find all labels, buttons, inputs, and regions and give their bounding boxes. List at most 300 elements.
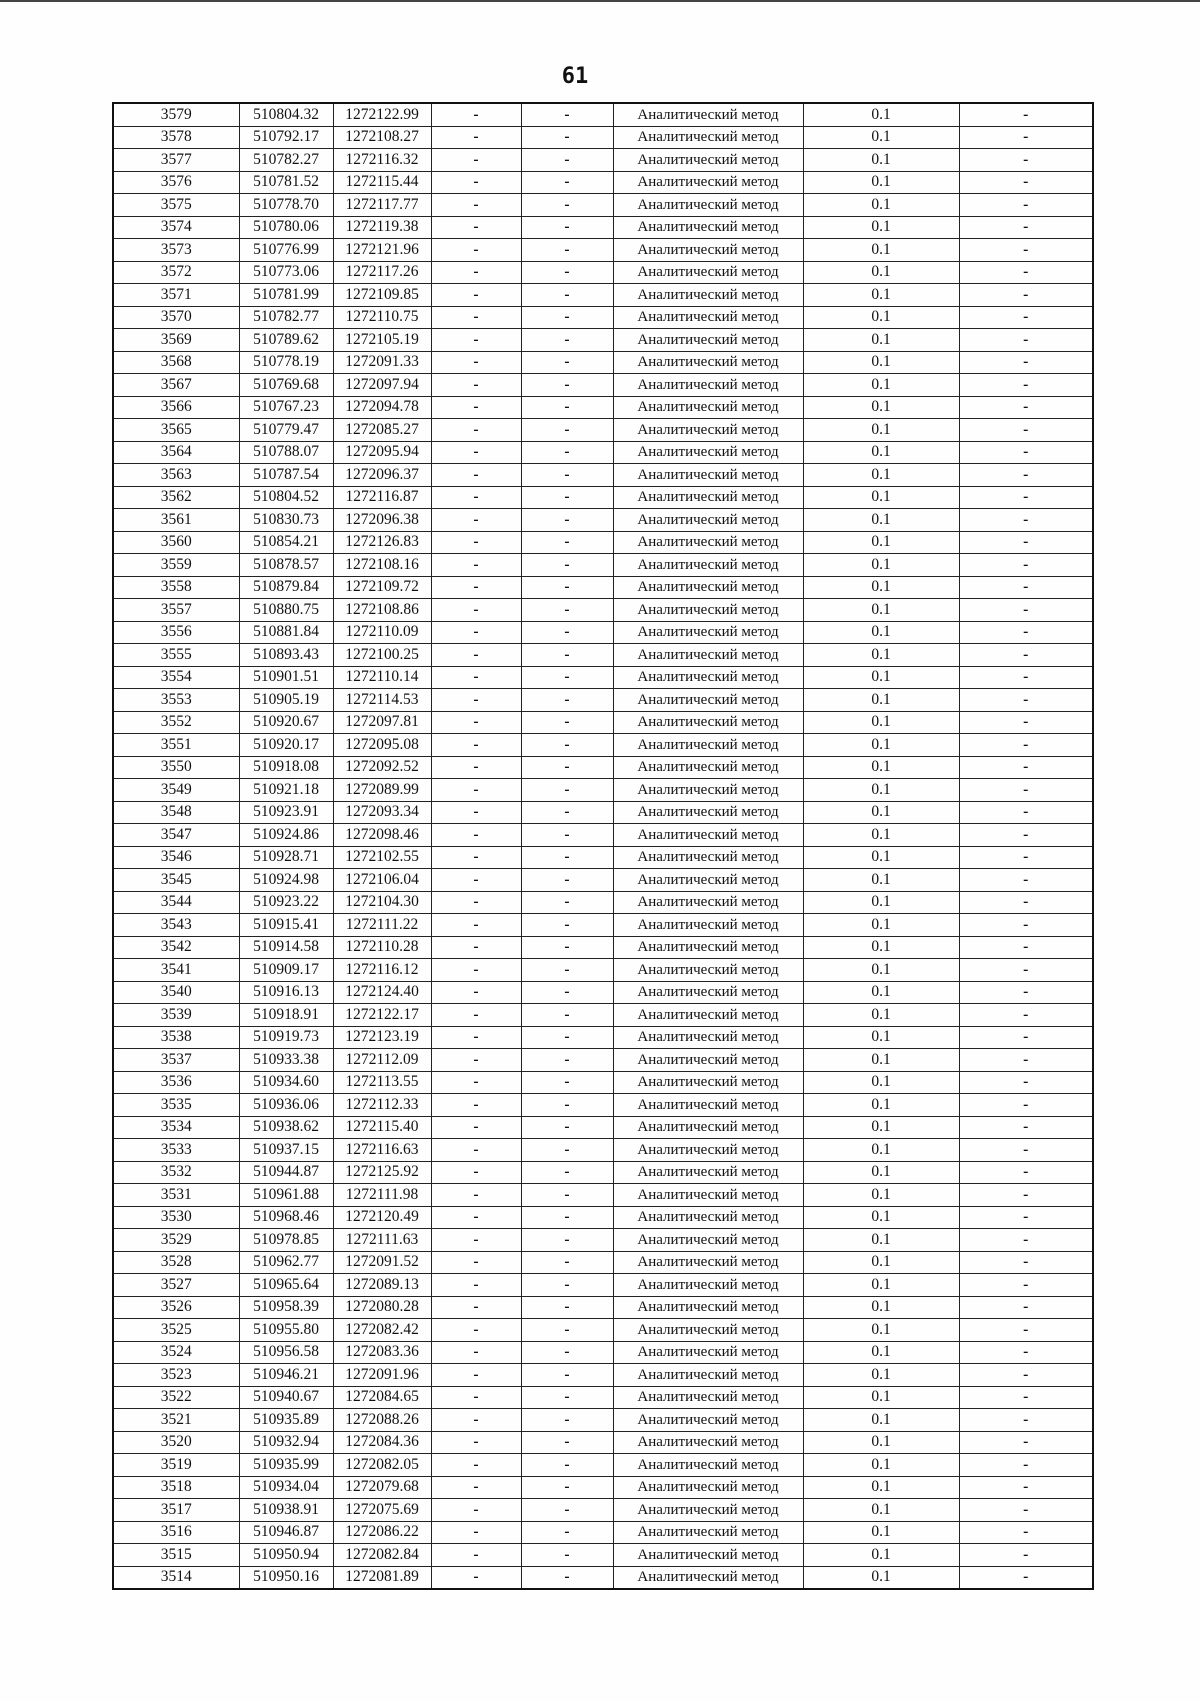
dash-cell: - — [521, 1139, 613, 1162]
dash-cell: - — [431, 306, 521, 329]
dash-cell: - — [431, 261, 521, 284]
y-coordinate-cell: 1272082.42 — [333, 1319, 431, 1342]
accuracy-cell: 0.1 — [803, 329, 959, 352]
table-row — [113, 1139, 1093, 1162]
dash-cell: - — [431, 779, 521, 802]
dash-cell: - — [959, 869, 1093, 892]
x-coordinate-cell: 510946.87 — [239, 1521, 333, 1544]
table-row — [113, 1229, 1093, 1252]
point-id-cell: 3524 — [113, 1341, 239, 1364]
table-row — [113, 734, 1093, 757]
dash-cell: - — [431, 374, 521, 397]
method-cell: Аналитический метод — [613, 824, 803, 847]
dash-cell: - — [959, 396, 1093, 419]
point-id-cell: 3578 — [113, 126, 239, 149]
x-coordinate-cell: 510778.19 — [239, 351, 333, 374]
dash-cell: - — [959, 1341, 1093, 1364]
table-body — [113, 103, 1093, 1589]
dash-cell: - — [431, 1251, 521, 1274]
point-id-cell: 3523 — [113, 1364, 239, 1387]
dash-cell: - — [521, 666, 613, 689]
table-row — [113, 554, 1093, 577]
dash-cell: - — [521, 1499, 613, 1522]
dash-cell: - — [959, 1499, 1093, 1522]
accuracy-cell: 0.1 — [803, 1161, 959, 1184]
dash-cell: - — [521, 1094, 613, 1117]
dash-cell: - — [521, 1184, 613, 1207]
dash-cell: - — [959, 351, 1093, 374]
point-id-cell: 3567 — [113, 374, 239, 397]
method-cell: Аналитический метод — [613, 666, 803, 689]
y-coordinate-cell: 1272119.38 — [333, 216, 431, 239]
method-cell: Аналитический метод — [613, 103, 803, 126]
dash-cell: - — [431, 531, 521, 554]
x-coordinate-cell: 510958.39 — [239, 1296, 333, 1319]
point-id-cell: 3573 — [113, 239, 239, 262]
dash-cell: - — [431, 216, 521, 239]
accuracy-cell: 0.1 — [803, 486, 959, 509]
x-coordinate-cell: 510950.94 — [239, 1544, 333, 1567]
point-id-cell: 3525 — [113, 1319, 239, 1342]
scan-edge-line — [0, 0, 1200, 2]
dash-cell: - — [959, 216, 1093, 239]
point-id-cell: 3577 — [113, 149, 239, 172]
x-coordinate-cell: 510905.19 — [239, 689, 333, 712]
y-coordinate-cell: 1272109.72 — [333, 576, 431, 599]
point-id-cell: 3576 — [113, 171, 239, 194]
dash-cell: - — [431, 734, 521, 757]
y-coordinate-cell: 1272091.33 — [333, 351, 431, 374]
accuracy-cell: 0.1 — [803, 441, 959, 464]
table-row — [113, 1454, 1093, 1477]
table-row — [113, 1116, 1093, 1139]
table-row — [113, 1386, 1093, 1409]
dash-cell: - — [431, 1476, 521, 1499]
y-coordinate-cell: 1272097.81 — [333, 711, 431, 734]
dash-cell: - — [521, 396, 613, 419]
method-cell: Аналитический метод — [613, 531, 803, 554]
dash-cell: - — [431, 1116, 521, 1139]
dash-cell: - — [431, 599, 521, 622]
y-coordinate-cell: 1272122.17 — [333, 1004, 431, 1027]
table-row — [113, 959, 1093, 982]
method-cell: Аналитический метод — [613, 149, 803, 172]
y-coordinate-cell: 1272111.98 — [333, 1184, 431, 1207]
method-cell: Аналитический метод — [613, 1454, 803, 1477]
y-coordinate-cell: 1272117.26 — [333, 261, 431, 284]
dash-cell: - — [521, 1116, 613, 1139]
accuracy-cell: 0.1 — [803, 1251, 959, 1274]
method-cell: Аналитический метод — [613, 441, 803, 464]
y-coordinate-cell: 1272080.28 — [333, 1296, 431, 1319]
x-coordinate-cell: 510881.84 — [239, 621, 333, 644]
x-coordinate-cell: 510919.73 — [239, 1026, 333, 1049]
table-row — [113, 126, 1093, 149]
y-coordinate-cell: 1272102.55 — [333, 846, 431, 869]
accuracy-cell: 0.1 — [803, 914, 959, 937]
method-cell: Аналитический метод — [613, 1544, 803, 1567]
accuracy-cell: 0.1 — [803, 171, 959, 194]
accuracy-cell: 0.1 — [803, 1116, 959, 1139]
method-cell: Аналитический метод — [613, 1004, 803, 1027]
dash-cell: - — [959, 779, 1093, 802]
method-cell: Аналитический метод — [613, 1251, 803, 1274]
method-cell: Аналитический метод — [613, 576, 803, 599]
table-row — [113, 1499, 1093, 1522]
point-id-cell: 3533 — [113, 1139, 239, 1162]
point-id-cell: 3547 — [113, 824, 239, 847]
accuracy-cell: 0.1 — [803, 936, 959, 959]
accuracy-cell: 0.1 — [803, 621, 959, 644]
dash-cell: - — [431, 351, 521, 374]
accuracy-cell: 0.1 — [803, 149, 959, 172]
table-row — [113, 261, 1093, 284]
dash-cell: - — [521, 869, 613, 892]
dash-cell: - — [959, 261, 1093, 284]
x-coordinate-cell: 510923.22 — [239, 891, 333, 914]
method-cell: Аналитический метод — [613, 936, 803, 959]
y-coordinate-cell: 1272123.19 — [333, 1026, 431, 1049]
dash-cell: - — [431, 441, 521, 464]
method-cell: Аналитический метод — [613, 1386, 803, 1409]
dash-cell: - — [521, 1296, 613, 1319]
dash-cell: - — [431, 824, 521, 847]
method-cell: Аналитический метод — [613, 1431, 803, 1454]
x-coordinate-cell: 510830.73 — [239, 509, 333, 532]
table-row — [113, 846, 1093, 869]
accuracy-cell: 0.1 — [803, 734, 959, 757]
dash-cell: - — [431, 576, 521, 599]
method-cell: Аналитический метод — [613, 599, 803, 622]
dash-cell: - — [521, 1229, 613, 1252]
dash-cell: - — [521, 284, 613, 307]
point-id-cell: 3541 — [113, 959, 239, 982]
table-row — [113, 1431, 1093, 1454]
y-coordinate-cell: 1272126.83 — [333, 531, 431, 554]
dash-cell: - — [521, 419, 613, 442]
y-coordinate-cell: 1272120.49 — [333, 1206, 431, 1229]
point-id-cell: 3548 — [113, 801, 239, 824]
y-coordinate-cell: 1272117.77 — [333, 194, 431, 217]
dash-cell: - — [959, 1274, 1093, 1297]
dash-cell: - — [959, 1071, 1093, 1094]
y-coordinate-cell: 1272122.99 — [333, 103, 431, 126]
dash-cell: - — [959, 734, 1093, 757]
dash-cell: - — [521, 103, 613, 126]
dash-cell: - — [521, 441, 613, 464]
dash-cell: - — [959, 666, 1093, 689]
method-cell: Аналитический метод — [613, 1521, 803, 1544]
dash-cell: - — [431, 666, 521, 689]
dash-cell: - — [431, 891, 521, 914]
y-coordinate-cell: 1272113.55 — [333, 1071, 431, 1094]
dash-cell: - — [959, 1251, 1093, 1274]
table-row — [113, 599, 1093, 622]
point-id-cell: 3534 — [113, 1116, 239, 1139]
table-row — [113, 1094, 1093, 1117]
x-coordinate-cell: 510934.60 — [239, 1071, 333, 1094]
accuracy-cell: 0.1 — [803, 396, 959, 419]
table-row — [113, 239, 1093, 262]
dash-cell: - — [959, 599, 1093, 622]
dash-cell: - — [521, 1544, 613, 1567]
dash-cell: - — [521, 374, 613, 397]
page-number: 61 — [561, 64, 589, 89]
accuracy-cell: 0.1 — [803, 1544, 959, 1567]
x-coordinate-cell: 510769.68 — [239, 374, 333, 397]
y-coordinate-cell: 1272096.38 — [333, 509, 431, 532]
table-row — [113, 869, 1093, 892]
dash-cell: - — [521, 599, 613, 622]
x-coordinate-cell: 510924.86 — [239, 824, 333, 847]
x-coordinate-cell: 510779.47 — [239, 419, 333, 442]
dash-cell: - — [959, 284, 1093, 307]
x-coordinate-cell: 510946.21 — [239, 1364, 333, 1387]
point-id-cell: 3560 — [113, 531, 239, 554]
accuracy-cell: 0.1 — [803, 1521, 959, 1544]
x-coordinate-cell: 510767.23 — [239, 396, 333, 419]
y-coordinate-cell: 1272105.19 — [333, 329, 431, 352]
x-coordinate-cell: 510782.27 — [239, 149, 333, 172]
dash-cell: - — [959, 1184, 1093, 1207]
dash-cell: - — [521, 464, 613, 487]
dash-cell: - — [959, 306, 1093, 329]
point-id-cell: 3571 — [113, 284, 239, 307]
table-row — [113, 284, 1093, 307]
dash-cell: - — [431, 194, 521, 217]
point-id-cell: 3562 — [113, 486, 239, 509]
x-coordinate-cell: 510854.21 — [239, 531, 333, 554]
dash-cell: - — [959, 1454, 1093, 1477]
dash-cell: - — [431, 1296, 521, 1319]
dash-cell: - — [431, 1229, 521, 1252]
dash-cell: - — [521, 329, 613, 352]
x-coordinate-cell: 510782.77 — [239, 306, 333, 329]
x-coordinate-cell: 510937.15 — [239, 1139, 333, 1162]
x-coordinate-cell: 510914.58 — [239, 936, 333, 959]
dash-cell: - — [959, 981, 1093, 1004]
method-cell: Аналитический метод — [613, 981, 803, 1004]
dash-cell: - — [521, 1274, 613, 1297]
point-id-cell: 3552 — [113, 711, 239, 734]
point-id-cell: 3518 — [113, 1476, 239, 1499]
x-coordinate-cell: 510804.32 — [239, 103, 333, 126]
accuracy-cell: 0.1 — [803, 1071, 959, 1094]
table-row — [113, 1544, 1093, 1567]
dash-cell: - — [521, 509, 613, 532]
table-row — [113, 1476, 1093, 1499]
table-row — [113, 103, 1093, 126]
accuracy-cell: 0.1 — [803, 576, 959, 599]
point-id-cell: 3574 — [113, 216, 239, 239]
x-coordinate-cell: 510968.46 — [239, 1206, 333, 1229]
dash-cell: - — [431, 1049, 521, 1072]
dash-cell: - — [431, 419, 521, 442]
dash-cell: - — [431, 869, 521, 892]
point-id-cell: 3538 — [113, 1026, 239, 1049]
point-id-cell: 3546 — [113, 846, 239, 869]
point-id-cell: 3537 — [113, 1049, 239, 1072]
point-id-cell: 3527 — [113, 1274, 239, 1297]
y-coordinate-cell: 1272084.36 — [333, 1431, 431, 1454]
point-id-cell: 3558 — [113, 576, 239, 599]
x-coordinate-cell: 510878.57 — [239, 554, 333, 577]
dash-cell: - — [431, 509, 521, 532]
accuracy-cell: 0.1 — [803, 284, 959, 307]
dash-cell: - — [431, 554, 521, 577]
dash-cell: - — [431, 1139, 521, 1162]
y-coordinate-cell: 1272114.53 — [333, 689, 431, 712]
accuracy-cell: 0.1 — [803, 419, 959, 442]
accuracy-cell: 0.1 — [803, 891, 959, 914]
x-coordinate-cell: 510781.99 — [239, 284, 333, 307]
dash-cell: - — [959, 1206, 1093, 1229]
y-coordinate-cell: 1272111.22 — [333, 914, 431, 937]
dash-cell: - — [431, 464, 521, 487]
y-coordinate-cell: 1272116.12 — [333, 959, 431, 982]
dash-cell: - — [431, 801, 521, 824]
point-id-cell: 3572 — [113, 261, 239, 284]
x-coordinate-cell: 510936.06 — [239, 1094, 333, 1117]
dash-cell: - — [521, 1071, 613, 1094]
accuracy-cell: 0.1 — [803, 306, 959, 329]
y-coordinate-cell: 1272108.86 — [333, 599, 431, 622]
y-coordinate-cell: 1272116.87 — [333, 486, 431, 509]
x-coordinate-cell: 510961.88 — [239, 1184, 333, 1207]
x-coordinate-cell: 510924.98 — [239, 869, 333, 892]
dash-cell: - — [959, 464, 1093, 487]
dash-cell: - — [431, 126, 521, 149]
x-coordinate-cell: 510781.52 — [239, 171, 333, 194]
table-row — [113, 171, 1093, 194]
dash-cell: - — [959, 419, 1093, 442]
x-coordinate-cell: 510932.94 — [239, 1431, 333, 1454]
point-id-cell: 3517 — [113, 1499, 239, 1522]
dash-cell: - — [431, 171, 521, 194]
table-row — [113, 576, 1093, 599]
dash-cell: - — [959, 1026, 1093, 1049]
dash-cell: - — [521, 1386, 613, 1409]
dash-cell: - — [521, 711, 613, 734]
dash-cell: - — [521, 1566, 613, 1589]
dash-cell: - — [959, 1319, 1093, 1342]
table-row — [113, 936, 1093, 959]
dash-cell: - — [959, 1364, 1093, 1387]
accuracy-cell: 0.1 — [803, 1296, 959, 1319]
dash-cell: - — [959, 801, 1093, 824]
method-cell: Аналитический метод — [613, 1026, 803, 1049]
dash-cell: - — [431, 621, 521, 644]
point-id-cell: 3556 — [113, 621, 239, 644]
dash-cell: - — [521, 126, 613, 149]
dash-cell: - — [959, 531, 1093, 554]
dash-cell: - — [431, 1566, 521, 1589]
point-id-cell: 3540 — [113, 981, 239, 1004]
dash-cell: - — [959, 194, 1093, 217]
method-cell: Аналитический метод — [613, 1094, 803, 1117]
dash-cell: - — [521, 801, 613, 824]
method-cell: Аналитический метод — [613, 621, 803, 644]
dash-cell: - — [521, 1476, 613, 1499]
table-row — [113, 194, 1093, 217]
table-row — [113, 891, 1093, 914]
accuracy-cell: 0.1 — [803, 1409, 959, 1432]
y-coordinate-cell: 1272092.52 — [333, 756, 431, 779]
method-cell: Аналитический метод — [613, 1206, 803, 1229]
dash-cell: - — [959, 239, 1093, 262]
method-cell: Аналитический метод — [613, 801, 803, 824]
dash-cell: - — [431, 1094, 521, 1117]
x-coordinate-cell: 510788.07 — [239, 441, 333, 464]
x-coordinate-cell: 510880.75 — [239, 599, 333, 622]
accuracy-cell: 0.1 — [803, 194, 959, 217]
dash-cell: - — [431, 1499, 521, 1522]
dash-cell: - — [959, 1386, 1093, 1409]
dash-cell: - — [521, 261, 613, 284]
x-coordinate-cell: 510778.70 — [239, 194, 333, 217]
dash-cell: - — [521, 1521, 613, 1544]
point-id-cell: 3554 — [113, 666, 239, 689]
table-row — [113, 509, 1093, 532]
y-coordinate-cell: 1272112.33 — [333, 1094, 431, 1117]
dash-cell: - — [959, 891, 1093, 914]
table-row — [113, 801, 1093, 824]
accuracy-cell: 0.1 — [803, 1364, 959, 1387]
x-coordinate-cell: 510920.67 — [239, 711, 333, 734]
method-cell: Аналитический метод — [613, 1161, 803, 1184]
table-row — [113, 1409, 1093, 1432]
dash-cell: - — [521, 779, 613, 802]
dash-cell: - — [521, 689, 613, 712]
accuracy-cell: 0.1 — [803, 464, 959, 487]
table-row — [113, 1184, 1093, 1207]
method-cell: Аналитический метод — [613, 1296, 803, 1319]
dash-cell: - — [521, 846, 613, 869]
dash-cell: - — [959, 374, 1093, 397]
accuracy-cell: 0.1 — [803, 824, 959, 847]
method-cell: Аналитический метод — [613, 914, 803, 937]
method-cell: Аналитический метод — [613, 1476, 803, 1499]
y-coordinate-cell: 1272088.26 — [333, 1409, 431, 1432]
dash-cell: - — [431, 1409, 521, 1432]
table-row — [113, 329, 1093, 352]
point-id-cell: 3531 — [113, 1184, 239, 1207]
method-cell: Аналитический метод — [613, 756, 803, 779]
method-cell: Аналитический метод — [613, 734, 803, 757]
dash-cell: - — [521, 644, 613, 667]
accuracy-cell: 0.1 — [803, 239, 959, 262]
dash-cell: - — [431, 1386, 521, 1409]
dash-cell: - — [959, 1229, 1093, 1252]
point-id-cell: 3563 — [113, 464, 239, 487]
dash-cell: - — [959, 936, 1093, 959]
point-id-cell: 3514 — [113, 1566, 239, 1589]
x-coordinate-cell: 510920.17 — [239, 734, 333, 757]
accuracy-cell: 0.1 — [803, 666, 959, 689]
accuracy-cell: 0.1 — [803, 1049, 959, 1072]
dash-cell: - — [521, 306, 613, 329]
method-cell: Аналитический метод — [613, 396, 803, 419]
x-coordinate-cell: 510780.06 — [239, 216, 333, 239]
dash-cell: - — [431, 644, 521, 667]
dash-cell: - — [431, 1184, 521, 1207]
point-id-cell: 3549 — [113, 779, 239, 802]
coordinates-table — [112, 102, 1094, 1590]
table-row — [113, 441, 1093, 464]
dash-cell: - — [431, 1026, 521, 1049]
x-coordinate-cell: 510935.89 — [239, 1409, 333, 1432]
dash-cell: - — [521, 486, 613, 509]
